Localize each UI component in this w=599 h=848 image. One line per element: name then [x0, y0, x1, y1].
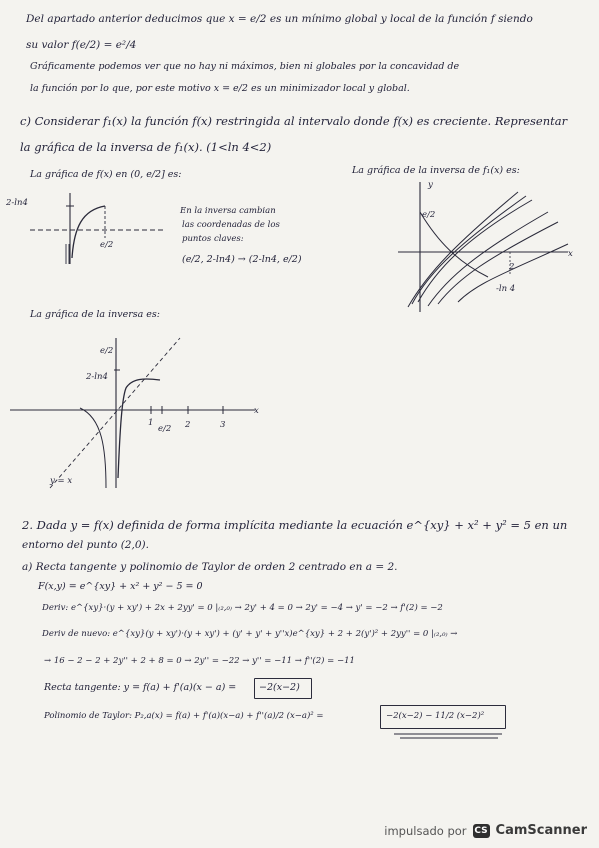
graph3-x-label-2: 2	[185, 420, 191, 430]
tangent-line-answer-box	[254, 678, 312, 699]
graph2-x-axis-label: x	[568, 249, 573, 259]
camscanner-watermark	[384, 823, 587, 838]
graph3-x-label-e2: e/2	[158, 424, 172, 434]
part2-eq-2: Deriv: e^{xy}·(y + xy') + 2x + 2yy' = 0 |₍₂,₀₎ → 2y' + 4 = 0 → 2y' = −4 → y' = −2 → f'(2) = −2	[42, 603, 443, 613]
camscanner-logo-icon: CS	[474, 825, 488, 836]
watermark-brand: CamScanner	[495, 823, 587, 838]
intro-line-4: la función por lo que, por este motivo x = e/2 es un minimizador local y global.	[30, 83, 410, 94]
note-line-3: puntos claves:	[182, 234, 244, 244]
graph2-x-value-b: -ln 4	[496, 284, 516, 294]
graph3-caption: La gráfica de la inversa es:	[30, 309, 161, 320]
part-c-line-2: la gráfica de la inversa de f₁(x). (1<ln 4<2)	[20, 140, 272, 154]
graph3-y-mid-label: 2-ln4	[86, 372, 108, 382]
graph-inverse-final	[10, 338, 260, 488]
graph2-y-axis-label: y	[428, 180, 433, 190]
part2-line-3: a) Recta tangente y polinomio de Taylor de orden 2 centrado en a = 2.	[22, 561, 398, 573]
graph1-caption: La gráfica de f(x) en (0, e/2] es:	[30, 169, 182, 180]
intro-line-2: su valor f(e/2) = e²/4	[26, 39, 137, 51]
taylor-answer: −2(x−2) − 11/2 (x−2)²	[386, 711, 485, 721]
note-line-4: (e/2, 2-ln4) → (2-ln4, e/2)	[182, 254, 302, 265]
note-line-2: las coordenadas de los	[182, 220, 280, 230]
graph3-x-label-1: 1	[148, 418, 154, 428]
graph3-y-top-label: e/2	[100, 346, 114, 356]
graph-f-restricted	[30, 188, 170, 268]
graph3-identity-label: y = x	[50, 476, 73, 486]
note-line-1: En la inversa cambian	[180, 206, 276, 216]
taylor-underline	[394, 732, 504, 742]
graph2-y-value-label: e/2	[422, 210, 436, 220]
part2-line-2: entorno del punto (2,0).	[22, 539, 149, 551]
watermark-prefix: impulsado por	[384, 823, 467, 838]
part-c-line-1: c) Considerar f₁(x) la función f(x) restringida al intervalo donde f(x) es creciente. Representar	[20, 114, 568, 128]
intro-line-3: Gráficamente podemos ver que no hay ni máximos, bien ni globales por la concavidad de	[30, 61, 460, 72]
part2-eq-6-text: Polinomio de Taylor: P₂,a(x) = f(a) + f'(a)(x−a) + f''(a)/2 (x−a)² =	[44, 711, 324, 721]
taylor-answer-box	[380, 705, 506, 729]
graph1-x-label: e/2	[100, 240, 114, 250]
part2-eq-4: → 16 − 2 − 2 + 2y'' + 2 + 8 = 0 → 2y'' = −22 → y'' = −11 → f''(2) = −11	[44, 656, 355, 666]
graph3-x-label-3: 3	[220, 420, 226, 430]
graph-inverse-sketch	[398, 182, 578, 312]
part2-eq-3: Deriv de nuevo: e^{xy}(y + xy')·(y + xy') + (y' + y' + y''x)e^{xy} + 2 + 2(y')² + 2yy'' = 0 |₍₂,₀₎ →	[42, 629, 458, 639]
part2-eq-5-text: Recta tangente: y = f(a) + f'(a)(x − a) =	[44, 682, 237, 693]
part2-line-1: 2. Dada y = f(x) definida de forma implícita mediante la ecuación e^{xy} + x² + y² = 5 en un	[22, 518, 568, 532]
graph3-x-axis-label: x	[254, 406, 259, 416]
part2-eq-1: F(x,y) = e^{xy} + x² + y² − 5 = 0	[38, 581, 203, 592]
tangent-line-answer: −2(x−2)	[259, 682, 300, 693]
graph2-caption: La gráfica de la inversa de f₁(x) es:	[352, 165, 520, 176]
intro-line-1: Del apartado anterior deducimos que x = e/2 es un mínimo global y local de la función f siendo	[26, 13, 533, 25]
graph2-x-value-a: 2	[509, 262, 515, 272]
graph1-y-label: 2-ln4	[6, 198, 28, 208]
